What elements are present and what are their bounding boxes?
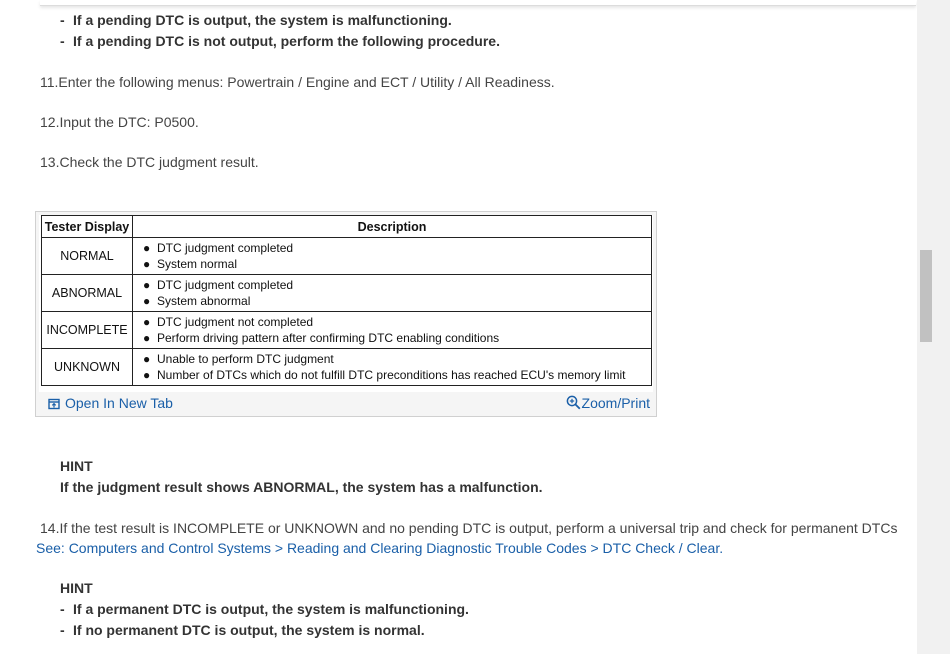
- open-in-new-tab-label: Open In New Tab: [65, 395, 173, 411]
- bullet-icon: ●: [143, 368, 151, 382]
- bullet-icon: ●: [143, 294, 151, 308]
- bullet-icon: ●: [143, 315, 151, 329]
- see-reference-link[interactable]: See: Computers and Control Systems > Reading and Clearing Diagnostic Trouble Codes > DTC Check / Clear.: [36, 540, 724, 556]
- header-description: Description: [133, 216, 652, 238]
- top-hint-item-2-text: If a pending DTC is not output, perform the following procedure.: [73, 33, 500, 49]
- scrollbar-thumb[interactable]: [920, 250, 932, 342]
- table-row: [42, 312, 652, 349]
- step-14: 14.If the test result is INCOMPLETE or UNKNOWN and no pending DTC is output, perform a universal trip and check for permanent DTCs: [40, 520, 898, 536]
- desc-line: System abnormal: [157, 294, 251, 308]
- bullet-icon: ●: [143, 241, 151, 255]
- hint2-item-2-text: If no permanent DTC is output, the system is normal.: [73, 622, 425, 638]
- row-description: [133, 312, 652, 349]
- top-hint-item-1-text: If a pending DTC is output, the system is malfunctioning.: [73, 12, 452, 28]
- dtc-judgment-table: [41, 215, 652, 386]
- hint2-item-1-text: If a permanent DTC is output, the system is malfunctioning.: [73, 601, 469, 617]
- open-new-tab-icon: [48, 397, 60, 413]
- figure-footer: [36, 395, 656, 417]
- desc-line: System normal: [157, 257, 238, 271]
- table-row: [42, 238, 652, 275]
- hint-title-2: HINT: [60, 580, 93, 596]
- bullet-icon: ●: [143, 278, 151, 292]
- table-row: [42, 275, 652, 312]
- desc-line: Perform driving pattern after confirming DTC enabling conditions: [157, 331, 500, 345]
- zoom-print-label: Zoom/Print: [581, 395, 650, 411]
- top-hint-item-1: - If a pending DTC is output, the system is malfunctioning.: [60, 12, 452, 28]
- desc-line: DTC judgment not completed: [157, 315, 314, 329]
- row-display: UNKNOWN: [42, 349, 133, 386]
- top-hint-item-2: - If a pending DTC is not output, perform the following procedure.: [60, 33, 500, 49]
- zoom-print-link[interactable]: [566, 395, 650, 413]
- table-row: [42, 349, 652, 386]
- row-display: INCOMPLETE: [42, 312, 133, 349]
- hint2-item-2: - If no permanent DTC is output, the system is normal.: [60, 622, 425, 638]
- step-11: 11.Enter the following menus: Powertrain / Engine and ECT / Utility / All Readiness.: [40, 74, 555, 90]
- hint2-item-1: - If a permanent DTC is output, the system is malfunctioning.: [60, 601, 469, 617]
- row-display: NORMAL: [42, 238, 133, 275]
- figure-image: [39, 215, 653, 392]
- hint-title: HINT: [60, 458, 93, 474]
- row-description: [133, 275, 652, 312]
- desc-line: Number of DTCs which do not fulfill DTC preconditions has reached ECU's memory limit: [157, 368, 626, 382]
- bullet-icon: ●: [143, 257, 151, 271]
- previous-panel-edge: [40, 0, 916, 6]
- step-12: 12.Input the DTC: P0500.: [40, 114, 199, 130]
- desc-line: DTC judgment completed: [157, 278, 294, 292]
- row-description: [133, 349, 652, 386]
- row-description: [133, 238, 652, 275]
- dtc-judgment-figure: [35, 211, 657, 417]
- row-display: ABNORMAL: [42, 275, 133, 312]
- bullet-icon: ●: [143, 331, 151, 345]
- zoom-in-icon: [566, 395, 581, 413]
- table-header-row: [42, 216, 652, 238]
- step-13: 13.Check the DTC judgment result.: [40, 154, 259, 170]
- hint-text: If the judgment result shows ABNORMAL, the system has a malfunction.: [60, 479, 543, 495]
- open-in-new-tab-link[interactable]: [48, 395, 173, 413]
- desc-line: DTC judgment completed: [157, 241, 294, 255]
- header-tester-display: Tester Display: [42, 216, 133, 238]
- bullet-icon: ●: [143, 352, 151, 366]
- desc-line: Unable to perform DTC judgment: [157, 352, 334, 366]
